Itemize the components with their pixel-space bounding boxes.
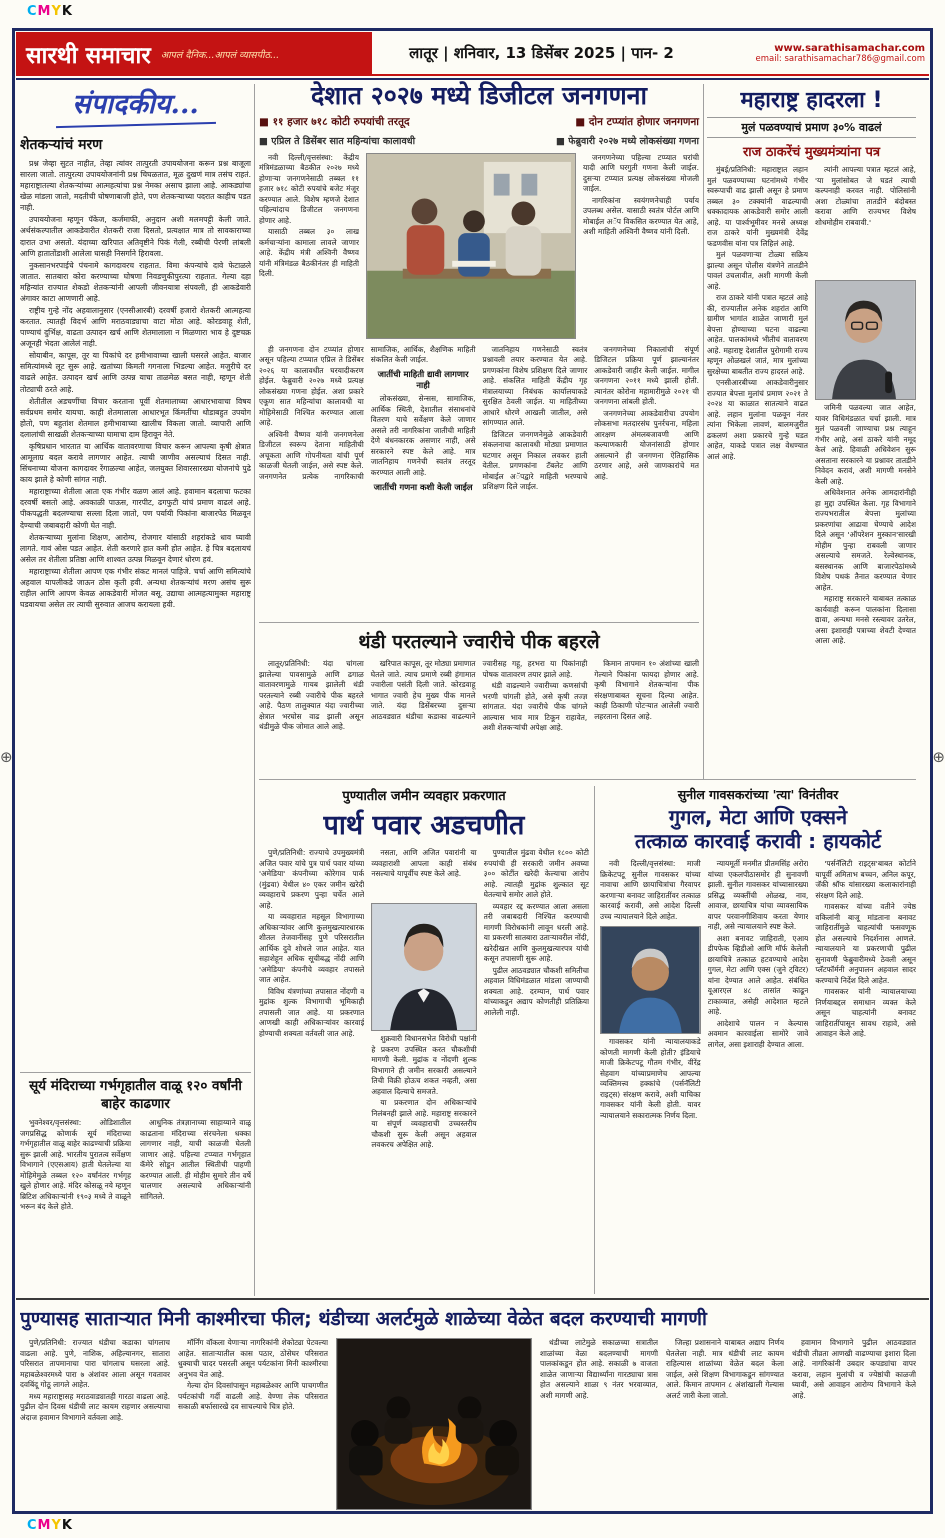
gavaskar-column-1: [600, 859, 701, 1279]
jowar-body: लातूर/प्रतिनिधी: यंदा चांगला झालेल्या पावसामुळे आणि ढगाळ वातावरणामुळे गायब झालेली थंडी परतल्याने रब्बी ज्वारीचे पीक बहरले आहे. पैठण तालुक्यात यंदा ज्वारीच्या क्षेत्रात भरघोस वाढ झाली असून थंडीमुळे पीक जोमात आले आहे. खरिपात कापूस, तूर मोठ्या प्रमाणात घेतले जाते. त्याच प्रमाणे रब्बी हंगामात ज्वारीला पसंती दिली जाते. कोरडवाहू भागात ज्वारी हेच मुख्य पीक मानले जाते. यंदा डिसेंबरच्या दुसऱ्या आठवड्यात थंडीचा कडाका वाढल्याने ज्वारीसह गहू, हरभरा या पिकांनाही पोषक वातावरण तयार झाले आहे. थंडी वाढल्याने ज्वारीच्या कणसांची भरणी चांगली होते, असे कृषी तज्ज्ञ सांगतात. यंदा ज्वारीचे पीक चांगले आल्यास भाव मात्र टिकून राहावेत, अशी शेतकऱ्यांची अपेक्षा आहे. किमान तापमान १० अंशांच्या खाली गेल्याने पिकांना फायदा होणार आहे. कृषी विभागाने शेतकऱ्यांना पीक संरक्षणाबाबत सूचना दिल्या आहेत. काही ठिकाणी पोटऱ्यात आलेली ज्वारी लहरताना दिसत आहे.: [259, 659, 699, 733]
census-bullet-2: ■ दोन टप्प्यांत होणार जनगणना: [575, 115, 699, 128]
cmyk-print-marks-bottom: [27, 1518, 73, 1533]
divider: [259, 779, 916, 780]
cmyk-y: Y: [51, 1518, 62, 1533]
masthead-contact: [711, 32, 929, 76]
census-bullet-3: ■ एप्रिल ते डिसेंबर सात महिन्यांचा कालावधी: [259, 135, 416, 147]
registration-mark-left: ⊕: [0, 748, 13, 766]
cmyk-c: C: [27, 1518, 38, 1533]
cold-wave-column-3: थंडीच्या लाटेमुळे सकाळच्या सत्रातील शाळांच्या वेळा बदलण्याची मागणी पालकांकडून होत आहे. सकाळी ७ वाजता शाळेत जाणाऱ्या विद्यार्थ्यांना गारठ्याचा त्रास होत असल्याने शाळा ९ नंतर भरवाव्यात, अशी मागणी आहे.: [540, 1338, 658, 1400]
email-link[interactable]: email: sarathisamachar786@gmail.com: [755, 53, 925, 64]
parth-kicker: पुण्यातील जमीन व्यवहार प्रकरणात: [342, 789, 506, 804]
cmyk-print-marks-top: [27, 4, 73, 19]
cmyk-m: M: [37, 1518, 52, 1533]
gavaskar-article: [600, 786, 916, 1294]
cold-wave-column-2: मॉर्निंग वॉकला येणाऱ्या नागरिकांनी शेकोट्या पेटवल्या आहेत. साताऱ्यातील कास पठार, ठोसेघर परिसरात धुक्याची चादर पसरली असून पर्यटकांना मिनी काश्मीरचा अनुभव येत आहे. गेल्या दोन दिवसांपासून महाबळेश्वर आणि पाचगणीत पर्यटकांची गर्दी वाढली आहे. वेण्णा लेक परिसरात सकाळी बर्फासारखे दव साचल्याचे चित्र होते.: [178, 1338, 328, 1412]
maharashtra-subhead-1: मुलं पळवण्याचं प्रमाण ३०% वाढलं: [707, 117, 916, 138]
masthead-dateline: लातूर | शनिवार, 13 डिसेंबर 2025 | पान- 2: [372, 32, 711, 76]
divider: [594, 786, 595, 1294]
gavaskar-kicker: सुनील गावसकरांच्या 'त्या' विनंतीवर: [677, 787, 839, 802]
cmyk-c: C: [27, 4, 38, 19]
parth-headline: पार्थ पवार अडचणीत: [323, 810, 525, 841]
gavaskar-headline: [600, 805, 916, 853]
masthead-tagline: आपलं दैनिक...आपलं व्यासपीठ...: [160, 49, 280, 61]
gavaskar-headline-line2: तत्काळ कारवाई करावी : हायकोर्ट: [634, 829, 882, 853]
divider: [259, 622, 699, 623]
maharashtra-column-2-bottom: जमिनी पळवल्या जात आहेत, यावर विधिमंडळात चर्चा झाली. मात्र मुलं पळवली जाण्याचा प्रश्न त्याहून गंभीर आहे, असं ठाकरे यांनी नमूद केलं आहे. हिवाळी अधिवेशन सुरू असताना सरकारने या प्रश्नावर तातडीने निवेदन करावं, अशी मागणी मनसेने केली आहे. अधिवेशनात अनेक आमदारांनीही हा मुद्दा उपस्थित केला. गृह विभागाने राज्यभरातील बेपत्ता मुलांच्या प्रकरणांचा आढावा घेण्याचे आदेश दिले असून 'ऑपरेशन मुस्कान'सारखी मोहीम पुन्हा राबवली जाणार असल्याचे समजते. रेल्वेस्थानक, बसस्थानक आणि बाजारपेठांमध्ये विशेष पथकं तैनात करण्यात येणार आहेत. महाराष्ट्र सरकारने याबाबत तत्काळ कार्यवाही करून पालकांना दिलासा द्यावा, अन्यथा मनसे रस्त्यावर उतरेल, असा इशाराही पत्राच्या शेवटी देण्यात आला आहे.: [815, 403, 916, 646]
parth-column-2-top: नसता, आणि अजित पवारांनी या व्यवहाराशी आपला काही संबंध नसल्याचे यापूर्वीच स्पष्ट केले आहे.: [371, 848, 477, 879]
masthead: [16, 32, 929, 76]
divider: [20, 1072, 251, 1073]
census-subhead-row1: [259, 115, 699, 129]
parth-column-2-bottom: शुक्रवारी विधानसभेत विरोधी पक्षांनी हे प्रकरण उपस्थित करत चौकशीची मागणी केली. मुद्रांक व नोंदणी शुल्क विभागाने ही जमीन सरकारी असल्याने तिची विक्री होऊच शकत नव्हती, असा अहवाल दिल्याचे समजते. या प्रकरणात दोन अधिकाऱ्यांचे निलंबनही झाले आहे. महाराष्ट्र सरकारने या संपूर्ण व्यवहाराची उच्चस्तरीय चौकशी सुरू केली असून अहवाल लवकरच अपेक्षित आहे.: [371, 1034, 477, 1150]
parth-column-3: पुण्यातील मुंढवा येथील १८०० कोटी रुपयांची ही सरकारी जमीन अवघ्या ३०० कोटींत खरेदी केल्याचा आरोप आहे. त्यातही मुद्रांक शुल्कात सूट घेतल्याचे समोर आले होते. व्यवहार रद्द करण्यात आला असला तरी जबाबदारी निश्चित करण्याची मागणी विरोधकांनी लावून धरली आहे. या प्रकरणी सातबारा उताऱ्यावरील नोंदी, खरेदीखत आणि कुलमुखत्यारपत्र यांची कसून तपासणी सुरू आहे. पुढील आठवड्यात चौकशी समितीचा अहवाल विधिमंडळात मांडला जाण्याची शक्यता आहे. दरम्यान, पार्थ पवार यांच्याकडून अद्याप कोणतीही प्रतिक्रिया आलेली नाही.: [483, 848, 589, 1017]
editorial-section: [20, 84, 251, 1070]
census-article: [259, 82, 699, 627]
census-enumeration-photo: [366, 153, 576, 339]
parth-column-1: पुणे/प्रतिनिधी: राज्याचे उपमुख्यमंत्री अजित पवार यांचे पुत्र पार्थ पवार यांच्या 'अमेडिया' कंपनीच्या कोरेगाव पार्क (मुंढवा) येथील ४० एकर जमीन खरेदी व्यवहाराचे प्रकरण पुन्हा चर्चेत आले आहे. या व्यवहारात महसूल विभागाच्या अधिकाऱ्यांवर आणि कुलमुखत्यारधारक शीतल तेजवानींसह पुणे परिसरातील आर्थिक दुवे शोधले जात आहेत. यात सहाशेहून अधिक सूचीबद्ध नोंदी आणि 'अमेडिया' कंपनीचे व्यवहार तपासले जात आहेत. विविध यंत्रणांच्या तपासात नोंदणी व मुद्रांक शुल्क विभागाची भूमिकाही तपासली जात आहे. या प्रकरणात आणखी काही अधिकाऱ्यांवर कारवाई होण्याची शक्यता वर्तवली जात आहे.: [259, 848, 365, 1038]
maharashtra-column-1: मुंबई/प्रतिनिधी: महाराष्ट्रात लहान मुलं पळवण्याच्या घटनांमध्ये गंभीर स्वरूपाची वाढ झाली असून हे प्रमाण तब्बल ३० टक्क्यांनी वाढल्याची धक्कादायक आकडेवारी समोर आली आहे. या पार्श्वभूमीवर मनसे अध्यक्ष राज ठाकरे यांनी मुख्यमंत्री देवेंद्र फडणवीस यांना पत्र लिहिलं आहे. मुलं पळवणाऱ्या टोळ्या सक्रिय झाल्या असून पोलीस यंत्रणेने तातडीने पावलं उचलावीत, अशी मागणी केली आहे. राज ठाकरे यांनी पत्रात म्हटलं आहे की, राज्यातील अनेक शहरांत आणि ग्रामीण भागांत शाळेत जाणारी मुलं बेपत्ता होण्याच्या घटना वाढल्या आहेत. पालकांमध्ये भीतीचं वातावरण आहे. महाराष्ट्र देशातील पुरोगामी राज्य म्हणून ओळखलं जातं, मात्र मुलांच्या सुरक्षेच्या बाबतीत राज्य हादरलं आहे. एनसीआरबीच्या आकडेवारीनुसार राज्यात बेपत्ता मुलांचं प्रमाण २०२१ ते २०२४ या काळात सातत्याने वाढत आहे. लहान मुलांना पळवून नंतर त्यांना भिकेला लावणं, बालमजुरीत ढकलणं अशा प्रकारचे गुन्हे घडत आहेत, याकडे पत्रात लक्ष वेधण्यात आलं आहे.: [707, 165, 808, 461]
registration-mark-right: ⊕: [932, 748, 945, 766]
sun-temple-article: [20, 1078, 251, 1296]
parth-column-2: [371, 848, 476, 1284]
maharashtra-subhead-2: राज ठाकरेंचं मुख्यमंत्र्यांना पत्र: [742, 145, 881, 160]
census-column-right: जनगणनेच्या पहिल्या टप्प्यात घरांची यादी आणि घरगुती गणना केली जाईल. दुसऱ्या टप्प्यात प्रत्यक्ष लोकसंख्या मोजली जाईल. नागरिकांना स्वयंगणनेचाही पर्याय उपलब्ध असेल. यासाठी स्वतंत्र पोर्टल आणि मोबाईल अॅप विकसित करण्यात येत आहे, अशी माहिती अश्विनी वैष्णव यांनी दिली.: [583, 152, 699, 237]
gavaskar-column-2: न्यायमूर्ती मनमीत प्रीतमसिंह अरोरा यांच्या एकलपीठासमोर ही सुनावणी झाली. सुनील गावसकर यांच्यासारख्या प्रसिद्ध व्यक्तींची ओळख, नाव, आवाज, छायाचित्र यांचा व्यावसायिक वापर परवानगीशिवाय करता येणार नाही, असे न्यायालयाने स्पष्ट केले. अशा बनावट जाहिराती, एआय डीपफेक व्हिडीओ आणि मॉर्फ केलेली छायाचित्रे तत्काळ हटवण्याचे आदेश गुगल, मेटा आणि एक्स (जुने ट्विटर) यांना देण्यात आले आहेत. संबंधित यूआरएल ४८ तासांत काढून टाकाव्यात, असेही आदेशात म्हटले आहे. आदेशाचे पालन न केल्यास अवमान कारवाईला सामोरे जावे लागेल, असा इशाराही देण्यात आला.: [707, 859, 809, 1049]
jowar-headline: थंडी परतल्याने ज्वारीचे पीक बहरले: [358, 631, 600, 653]
gavaskar-column-1-bottom: गावसकर यांनी न्यायालयाकडे कोणती मागणी केली होती? इंडियाचे माजी क्रिकेटपटू गौतम गंभीर, वीरेंद्र सेहवाग यांच्याप्रमाणेच आपल्या व्यक्तिमत्त्व हक्कांचे (पर्सनॅलिटी राइट्स) संरक्षण करावे, अशी याचिका गावसकर यांनी केली होती. यावर न्यायालयाने सकारात्मक निर्णय दिला.: [600, 1037, 701, 1120]
bonfire-photo: [336, 1338, 532, 1510]
website-link[interactable]: www.sarathisamachar.com: [774, 42, 925, 54]
editorial-script-heading: संपादकीय...: [20, 84, 251, 126]
cold-wave-headline: पुण्यासह साताऱ्यात मिनी काश्मीरचा फील; थंडीच्या अलर्टमुळे शाळेच्या वेळेत बदल करण्याची मागणी: [20, 1308, 707, 1330]
masthead-logo-block: [16, 32, 372, 76]
parth-pawar-photo: [371, 903, 476, 1031]
divider: [254, 84, 255, 1296]
census-bullet-1: ■ ११ हजार ७१८ कोटी रुपयांची तरतूद: [259, 115, 410, 128]
cold-wave-column-4: जिल्हा प्रशासनाने याबाबत अद्याप निर्णय घेतलेला नाही. मात्र थंडीची लाट कायम राहिल्यास शाळांच्या वेळेत बदल केला जाईल, असे शिक्षण विभागाकडून सांगण्यात आले. किमान तापमान ८ अंशांखाली गेल्यास अलर्ट जारी केला जातो.: [666, 1338, 784, 1400]
cold-wave-article: [20, 1305, 916, 1511]
cmyk-k: K: [61, 1518, 73, 1533]
sun-temple-headline: सूर्य मंदिराच्या गर्भगृहातील वाळू १२० वर्षांनी बाहेर काढणार: [29, 1078, 242, 1112]
maharashtra-column-2-top: त्यांनी आपल्या पत्रात म्हटलं आहे, 'या मुलांसोबत जे घडतं त्याची कल्पनाही करवत नाही. पोलिसांनी अशा टोळ्यांचा तातडीने बंदोबस्त करावा आणि राज्यभर विशेष शोधमोहीम राबवावी.': [815, 165, 916, 227]
census-headline: देशात २०२७ मध्ये डिजीटल जनगणना: [310, 81, 647, 110]
gavaskar-column-1-top: नवी दिल्ली/वृत्तसंस्था: माजी क्रिकेटपटू सुनील गावसकर यांच्या नावाचा आणि छायाचित्रांचा गैरवापर करणाऱ्या बनावट जाहिरातींवर तत्काळ कारवाई करावी, असे आदेश दिल्ली उच्च न्यायालयाने दिले आहेत.: [600, 859, 701, 921]
masthead-rule: [16, 78, 929, 80]
divider: [703, 84, 704, 780]
census-body: ही जनगणना दोन टप्प्यांत होणार असून पहिल्या टप्प्यात एप्रिल ते डिसेंबर २०२६ या कालावधीत घरयादीकरण होईल. फेब्रुवारी २०२७ मध्ये प्रत्यक्ष लोकसंख्या गणना होईल. अशा प्रकारे एकूण सात महिन्यांचा कालावधी या मोहिमेसाठी निश्चित करण्यात आला आहे. अश्विनी वैष्णव यांनी जनगणनेला डिजीटल स्वरूप देताना माहितीची अचूकता आणि गोपनीयता यांची पूर्ण काळजी घेतली जाईल, असे स्पष्ट केले. जनगणनेत प्रत्येक नागरिकाची सामाजिक, आर्थिक, शैक्षणिक माहिती संकलित केली जाईल. जातींची माहिती द्यावी लागणार नाही लोकसंख्या, सेन्सस, सामाजिक, आर्थिक स्थिती, देशातील संसाधनांचे वितरण याचे सर्वेक्षण केले जाणार असले तरी नागरिकांना जातीची माहिती देणे बंधनकारक असणार नाही, असे सरकारने स्पष्ट केले आहे. मात्र जातनिहाय गणनेची स्वतंत्र तरतूद करण्यात आली आहे. जातींची गणना कशी केली जाईल जातनिहाय गणनेसाठी स्वतंत्र प्रश्नावली तयार करण्यात येत आहे. प्रगणकांना विशेष प्रशिक्षण दिले जाणार आहे. संकलित माहिती केंद्रीय गृह मंत्रालयाच्या निबंधक कार्यालयाकडे सुरक्षित ठेवली जाईल. या माहितीच्या आधारे धोरणे आखली जातील, असे सांगण्यात आले. डिजिटल जनगणनेमुळे आकडेवारी संकलनाचा कालावधी मोठ्या प्रमाणात घटणार असून निकाल लवकर हाती येतील. प्रगणकांना टॅबलेट आणि मोबाईल अॅपद्वारे माहिती भरण्याचे प्रशिक्षण दिले जाईल. जनगणनेच्या निकालांची संपूर्ण डिजिटल प्रक्रिया पूर्ण झाल्यानंतर आकडेवारी जाहीर केली जाईल. मागील जनगणना २०११ मध्ये झाली होती. त्यानंतर कोरोना महामारीमुळे २०२१ ची जनगणना लांबली होती. जनगणनेच्या आकडेवारीचा उपयोग लोकसभा मतदारसंघ पुनर्रचना, महिला आरक्षण अंमलबजावणी आणि कल्याणकारी योजनांसाठी होणार असल्याने ही जनगणना ऐतिहासिक ठरणार आहे, असे जाणकारांचे मत आहे.: [259, 344, 699, 492]
cold-wave-column-1: पुणे/प्रतिनिधी: राज्यात थंडीचा कडाका चांगलाच वाढला आहे. पुणे, नाशिक, अहिल्यानगर, सातारा परिसरात तापमानाचा पारा चांगलाच घसरला आहे. महाबळेश्वरमध्ये पारा ७ अंशांवर आला असून गवतावर दवबिंदू गोठू लागले आहेत. मध्य महाराष्ट्रासह मराठवाड्यातही गारठा वाढला आहे. पुढील दोन दिवस थंडीची लाट कायम राहणार असल्याचा अंदाज हवामान विभागाने वर्तवला आहे.: [20, 1338, 170, 1422]
cmyk-m: M: [37, 4, 52, 19]
editorial-body: प्रश्न जेव्हा सुटत नाहीत, तेव्हा त्यांवर तात्पुरती उपाययोजना करून प्रश्न बाजूला सारला जातो. तात्पुरत्या उपाययोजनांनी प्रश्न चिघळतात, मूळ दुखणं मात्र तसंच राहतं. महाराष्ट्रातल्या शेतकऱ्यांच्या आत्महत्यांचा प्रश्न नेमका असाच झाला आहे. आकड्यांचा खेळ मांडला जातो, मदतीची घोषणाबाजी होते, पण शेतकऱ्याच्या पदरात काहीच पडत नाही. उपाययोजना म्हणून पॅकेज, कर्जमाफी, अनुदान अशी मलमपट्टी केली जाते. अर्थसंकल्पातील आकडेवारीत शेतकरी राजा दिसतो, प्रत्यक्षात मात्र तो सावकाराच्या दारात उभा असतो. यंदाच्या खरिपात अतिवृष्टीने पिकं गेली, रब्बीची पेरणी लांबली आणि हातातोंडाशी आलेला घासही निसर्गाने हिरावला. नुकसानभरपाईचे पंचनामे कागदावरच राहतात. विमा कंपन्यांचे दावे फेटाळले जातात. सातबारा कोरा करण्याच्या घोषणा निवडणुकीपुरत्या राहतात. गेल्या दहा महिन्यांत राज्यात शेकडो शेतकऱ्यांनी आपली जीवनयात्रा संपवली, ही आकडेवारी अंगावर काटा आणणारी आहे. राष्ट्रीय गुन्हे नोंद अहवालानुसार (एनसीआरबी) दरवर्षी हजारो शेतकरी आत्महत्या करतात. त्यातही विदर्भ आणि मराठवाड्याचा वाटा मोठा आहे. कोरडवाहू शेती, पाण्याचं दुर्भिक्ष, वाढता उत्पादन खर्च आणि शेतमालाला न मिळणारा भाव हे दुष्टचक्र अजूनही भेदता आलेलं नाही. सोयाबीन, कापूस, तूर या पिकांचे दर हमीभावाच्या खाली घसरले आहेत. बाजार समित्यांमध्ये लूट सुरू आहे. खतांच्या किमती गगनाला भिडल्या आहेत. मजुरीचे दर वाढले आहेत. उत्पादन खर्च आणि उत्पन्न याचा ताळमेळ बसत नाही, म्हणून शेती तोट्याची ठरते आहे. शेतीतील अडचणींचा विचार करताना पूर्वी शेतमालाच्या आधारभावाचा विषय सर्वप्रथम समोर यायचा. काही शेतमालाला आधारभूत किंमतींचा थोडाबहुत उपयोग होतो, पण बहुतांश शेतमाल हमीभावाच्या खालीच विकला जातो. व्यापारी आणि दलालांची साखळी शेतकऱ्याच्या घामाचा दाम हिरावून नेते. कृषिप्रधान भारतात या आर्थिक वातावरणाचा विचार करून आपल्या कृषी क्षेत्रात आमूलाग्र बदल करावे लागणार आहेत. त्याची जाणीव असल्याचं दिसत नाही. सिंचनाच्या योजना कागदावर रेंगाळल्या आहेत, जलयुक्त शिवारसारख्या योजनांचे पुढे काय झाले हे कोणी सांगत नाही. महाराष्ट्राच्या शेतीला आता एक गंभीर वळण आलं आहे. हवामान बदलाचा फटका दरवर्षी बसतो आहे. अवकाळी पाऊस, गारपीट, ढगफुटी यांचं प्रमाण वाढलं आहे. पीकपद्धती बदलण्याचा सल्ला दिला जातो, पण पर्यायी पिकांना बाजारपेठ मिळवून देण्याची जबाबदारी कोणी घेत नाही. शेतकऱ्याच्या मुलांना शिक्षण, आरोग्य, रोजगार यांसाठी शहरांकडे धाव घ्यावी लागते. गावं ओस पडत आहेत. शेती करणारे हात कमी होत आहेत. हे चित्र बदलायचं असेल तर शेतीला प्रतिष्ठा आणि शाश्वत उत्पन्न मिळवून देणारं धोरण हवं. महाराष्ट्राच्या शेतीला आपण एक गंभीर संकट मानलं पाहिजे. चर्चा आणि समित्यांचे अहवाल यापलीकडे जाऊन ठोस कृती हवी. अन्यथा शेतकऱ्यांचं मरण असंच सुरू राहील आणि आपण केवळ आकडेवारी मोजत बसू. उद्याचा आत्महत्यामुक्त महाराष्ट्र घडवायचा असेल तर त्याची सुरुवात आजच करायला हवी.: [20, 159, 251, 610]
gavaskar-column-3: 'पर्सनॅलिटी राइट्स'बाबत कोर्टाने यापूर्वी अमिताभ बच्चन, अनिल कपूर, जॅकी श्रॉफ यांसारख्या कलाकारांनाही संरक्षण दिले आहे. गावसकर यांच्या वतीने ज्येष्ठ वकिलांनी बाजू मांडताना बनावट जाहिरातींमुळे चाहत्यांची फसवणूक होत असल्याचे निदर्शनास आणले. न्यायालयाने या प्रकरणाची पुढील सुनावणी फेब्रुवारीमध्ये ठेवली असून प्लॅटफॉर्मनी अनुपालन अहवाल सादर करण्याचे निर्देश दिले आहेत. गावसकर यांनी न्यायालयाच्या निर्णयाबद्दल समाधान व्यक्त केले असून चाहत्यांनी बनावट जाहिरातींपासून सावध राहावे, असे आवाहन केले आहे.: [815, 859, 916, 1039]
sun-temple-body: भुवनेश्वर/वृत्तसंस्था: ओडिशातील जगप्रसिद्ध कोणार्क सूर्य मंदिराच्या गर्भगृहातील वाळू बाहेर काढण्याची प्रक्रिया सुरू झाली आहे. भारतीय पुरातत्व सर्वेक्षण विभागाने (एएसआय) हाती घेतलेल्या या मोहिमेमुळे तब्बल १२० वर्षांनंतर गर्भगृह खुले होणार आहे. मंदिर कोसळू नये म्हणून ब्रिटिश अधिकाऱ्यांनी १९०३ मध्ये ते वाळूने भरून बंद केले होते. आधुनिक तंत्रज्ञानाच्या साहाय्याने वाळू काढताना मंदिराच्या संरचनेला धक्का लागणार नाही, याची काळजी घेतली जाणार आहे. पहिल्या टप्प्यात गर्भगृहात कॅमेरे सोडून आतील स्थितीची पाहणी करण्यात आली. ही मोहीम सुमारे तीन वर्षे चालणार असल्याचे अधिकाऱ्यांनी सांगितले.: [20, 1118, 251, 1212]
editorial-headline: शेतकऱ्यांचं मरण: [20, 137, 103, 153]
maharashtra-headline: महाराष्ट्र हादरला !: [740, 88, 883, 113]
maharashtra-article: [707, 84, 916, 778]
gavaskar-headline-line1: गुगल, मेटा आणि एक्सने: [668, 805, 848, 829]
census-column-left: नवी दिल्ली/वृत्तसंस्था: केंद्रीय मंत्रिमंडळाच्या बैठकीत २०२७ मध्ये होणाऱ्या जनगणनेसाठी तब्बल ११ हजार ७१८ कोटी रुपयांचे बजेट मंजूर करण्यात आले. विशेष म्हणजे देशात पहिल्यांदाच डिजीटल जनगणना होणार आहे. यासाठी तब्बल ३० लाख कर्मचाऱ्यांना कामाला लावले जाणार आहे. केंद्रीय मंत्री अश्विनी वैष्णव यांनी मंत्रिमंडळ बैठकीनंतर ही माहिती दिली.: [259, 152, 359, 279]
sunil-gavaskar-photo: [600, 926, 701, 1034]
newspaper-title: सारथी समाचार: [26, 43, 151, 69]
cmyk-y: Y: [51, 4, 62, 19]
divider: [16, 1298, 929, 1300]
cmyk-k: K: [61, 4, 73, 19]
maharashtra-column-2: [815, 165, 916, 749]
cold-wave-column-5: हवामान विभागाने पुढील आठवड्यात थंडीची तीव्रता आणखी वाढण्याचा इशारा दिला आहे. नागरिकांनी उबदार कपड्यांचा वापर करावा, लहान मुलांची व ज्येष्ठांची काळजी घ्यावी, असे आवाहन आरोग्य विभागाने केले आहे.: [792, 1338, 916, 1400]
raj-thackeray-photo: [815, 280, 916, 400]
census-bullet-4: ■ फेब्रुवारी २०२७ मध्ये लोकसंख्या गणना: [556, 135, 699, 147]
jowar-article: [259, 628, 699, 775]
census-subhead-row2: [259, 134, 699, 147]
parth-pawar-article: [259, 786, 589, 1294]
